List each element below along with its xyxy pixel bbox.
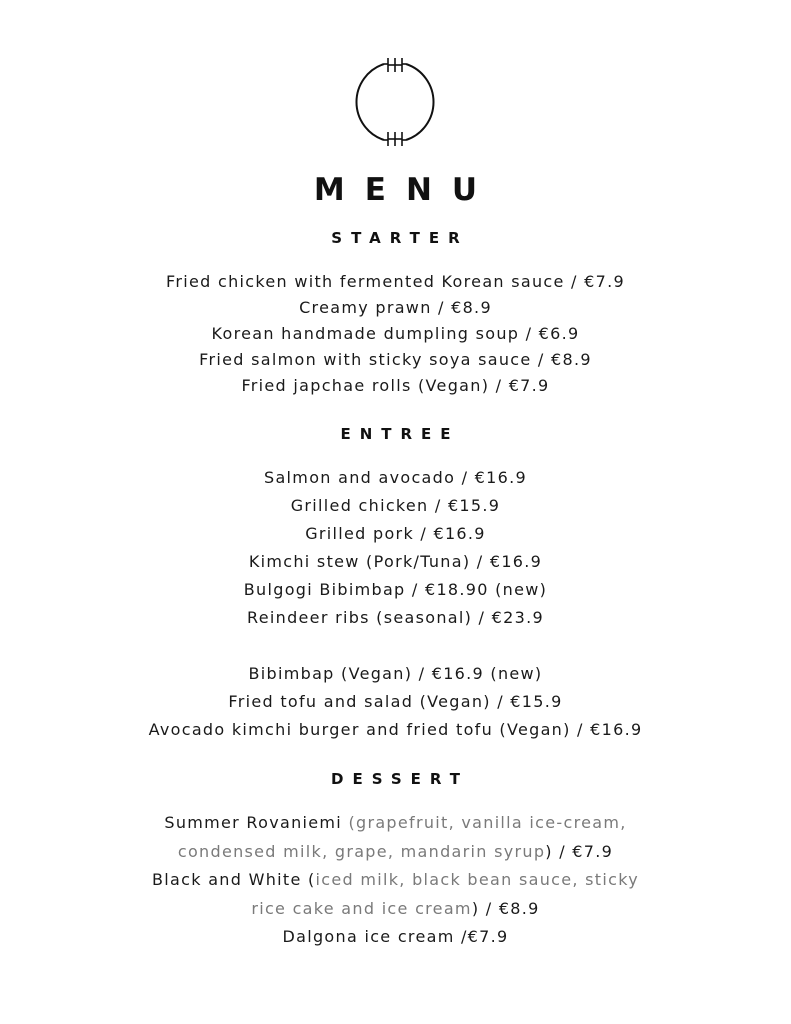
menu-item: Fried japchae rolls (Vegan) / €7.9 xyxy=(241,376,550,395)
dessert-list xyxy=(0,809,791,952)
section-heading-entree: ENTREE xyxy=(340,425,460,443)
menu-item: Fried salmon with sticky soya sauce / €8.9 xyxy=(199,350,592,369)
dessert-description: (grapefruit, vanilla ice-cream, xyxy=(348,813,627,832)
dessert-item-dalgona: Dalgona ice cream /€7.9 xyxy=(282,927,509,946)
starter-list xyxy=(0,269,791,399)
dessert-item-black-and-white-cont xyxy=(0,895,791,924)
menu-item: Salmon and avocado / €16.9 xyxy=(264,468,527,487)
dessert-item-summer-rovaniemi-cont xyxy=(0,838,791,867)
hh-circle-monogram-icon xyxy=(352,56,438,148)
dessert-item-black-and-white xyxy=(0,866,791,895)
section-heading-starter: STARTER xyxy=(331,229,469,247)
dessert-name: Black and White ( xyxy=(152,870,316,889)
menu-item: Fried chicken with fermented Korean sauce / €7.9 xyxy=(166,272,625,291)
entree-list xyxy=(0,464,791,744)
menu-item-vegan: Bibimbap (Vegan) / €16.9 (new) xyxy=(248,664,543,683)
dessert-price: ) / €8.9 xyxy=(471,898,540,918)
menu-item-vegan: Avocado kimchi burger and fried tofu (Vegan) / €16.9 xyxy=(148,720,643,739)
menu-item: Creamy prawn / €8.9 xyxy=(299,298,492,317)
dessert-price: ) / €7.9 xyxy=(545,841,614,861)
menu-item: Korean handmade dumpling soup / €6.9 xyxy=(211,324,580,343)
dessert-description: condensed milk, grape, mandarin syrup xyxy=(177,841,546,861)
menu-title: MENU xyxy=(313,172,498,208)
dessert-item-summer-rovaniemi xyxy=(0,809,791,838)
dessert-description: rice cake and ice cream xyxy=(251,898,472,918)
section-heading-dessert: DESSERT xyxy=(331,770,469,788)
menu-item: Grilled chicken / €15.9 xyxy=(290,496,501,515)
menu-item: Kimchi stew (Pork/Tuna) / €16.9 xyxy=(248,552,543,571)
dessert-description: iced milk, black bean sauce, sticky xyxy=(315,870,639,889)
menu-item: Grilled pork / €16.9 xyxy=(305,524,486,543)
dessert-name: Summer Rovaniemi xyxy=(164,813,349,832)
menu-item: Bulgogi Bibimbap / €18.90 (new) xyxy=(243,580,548,599)
menu-item-vegan: Fried tofu and salad (Vegan) / €15.9 xyxy=(228,692,563,711)
menu-item: Reindeer ribs (seasonal) / €23.9 xyxy=(247,608,544,627)
